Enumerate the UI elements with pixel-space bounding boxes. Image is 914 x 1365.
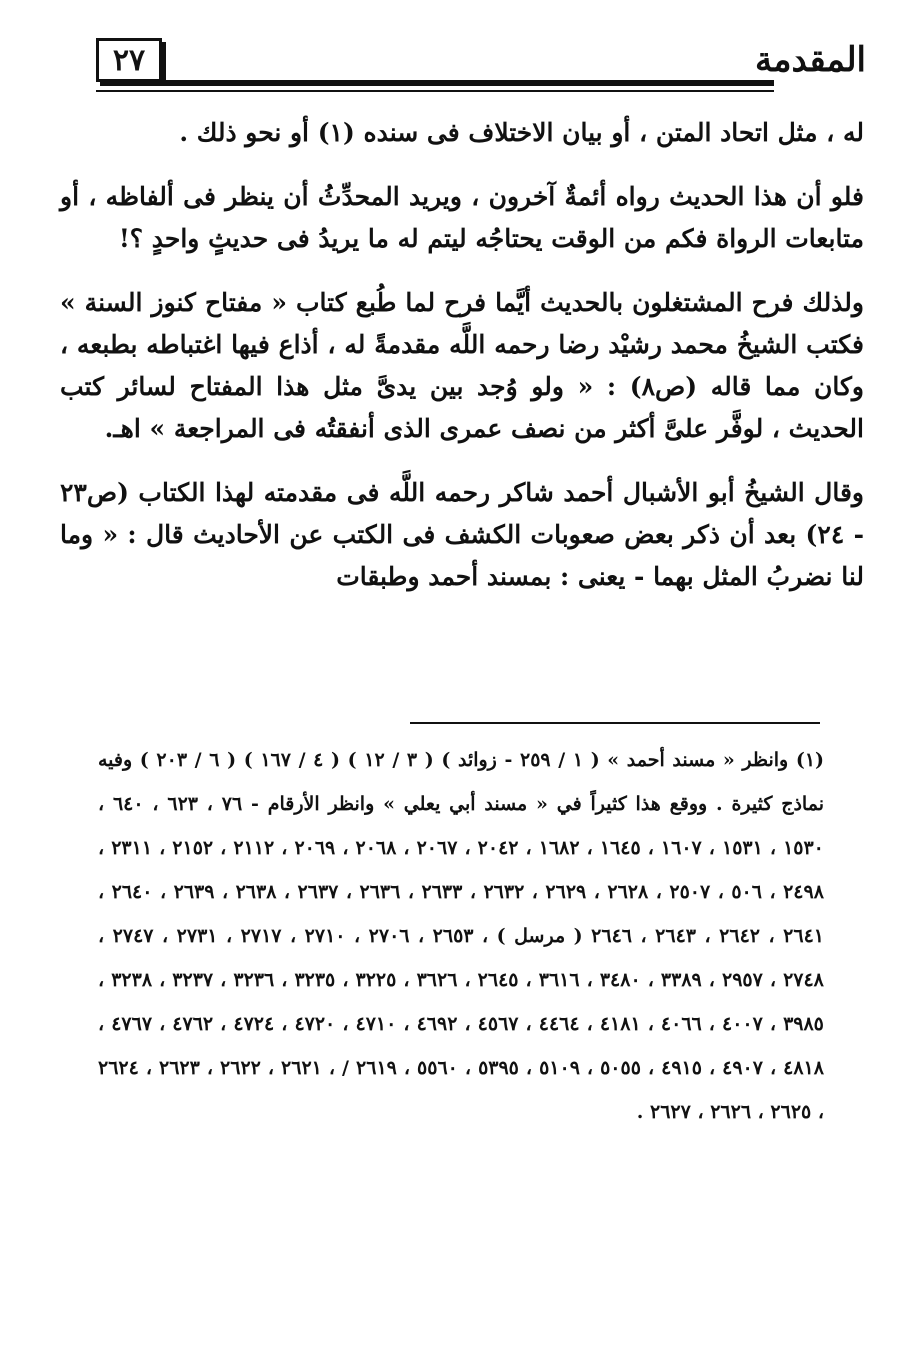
header-rule [162, 80, 774, 86]
header-rule-thin [96, 90, 774, 92]
main-text [60, 112, 864, 620]
paragraph: وقال الشيخُ أبو الأشبال أحمد شاكر رحمه اللَّه فى مقدمته لهذا الكتاب (ص٢٣ - ٢٤) بعد أن ذكر بعض صعوبات الكشف فى الكتب عن الأحاديث قال : « وما لنا نضربُ المثل بهما - يعنى : بمسند أحمد وطبقات [60, 478, 864, 591]
footnotes [98, 738, 824, 1134]
page-number: ٢٧ [96, 38, 162, 82]
paragraph: له ، مثل اتحاد المتن ، أو بيان الاختلاف فى سنده (١) أو نحو ذلك . [179, 118, 864, 147]
paragraph: فلو أن هذا الحديث رواه أئمةٌ آخرون ، ويريد المحدِّثُ أن ينظر فى ألفاظه ، أو متابعات الرواة فكم من الوقت يحتاجُه ليتم له ما يريدُ فى حديثٍ واحدٍ ؟! [60, 182, 864, 253]
footnote-separator [410, 722, 820, 724]
paragraph: ولذلك فرح المشتغلون بالحديث أيَّما فرح لما طُبع كتاب « مفتاح كنوز السنة » فكتب الشيخُ محمد رشيْد رضا رحمه اللَّه مقدمةً له ، أذاع فيها اغتباطه بطبعه ، وكان مما قاله (ص٨) : « ولو وُجد بين يدىَّ مثل هذا المفتاح لسائر كتب الحديث ، لوفَّر علىَّ أكثر من نصف عمرى الذى أنفقتُه فى المراجعة » اهـ. [60, 288, 864, 443]
footnote: (١) وانظر « مسند أحمد » ( ١ / ٢٥٩ - زوائد ) ( ٣ / ١٢ ) ( ٤ / ١٦٧ ) ( ٦ / ٢٠٣ ) وفيه نماذج كثيرة . ووقع هذا كثيراً في « مسند أبي يعلي » وانظر الأرقام - ٧٦ ، ٦٢٣ ، ٦٤٠ ، ١٥٣٠ ، ١٥٣١ ، ١٦٠٧ ، ١٦٤٥ ، ١٦٨٢ ، ٢٠٤٢ ، ٢٠٦٧ ، ٢٠٦٨ ، ٢٠٦٩ ، ٢١١٢ ، ٢١٥٢ ، ٢٣١١ ، ٢٤٩٨ ، ٥٠٦ ، ٢٥٠٧ ، ٢٦٢٨ ، ٢٦٢٩ ، ٢٦٣٢ ، ٢٦٣٣ ، ٢٦٣٦ ، ٢٦٣٧ ، ٢٦٣٨ ، ٢٦٣٩ ، ٢٦٤٠ ، ٢٦٤١ ، ٢٦٤٢ ، ٢٦٤٣ ، ٢٦٤٦ ( مرسل ) ، ٢٦٥٣ ، ٢٧٠٦ ، ٢٧١٠ ، ٢٧١٧ ، ٢٧٣١ ، ٢٧٤٧ ، ٢٧٤٨ ، ٢٩٥٧ ، ٣٣٨٩ ، ٣٤٨٠ ، ٣٦١٦ ، ٢٦٤٥ ، ٣٦٢٦ ، ٣٢٢٥ ، ٣٢٣٥ ، ٣٢٣٦ ، ٣٢٣٧ ، ٣٢٣٨ ، ٣٩٨٥ ، ٤٠٠٧ ، ٤٠٦٦ ، ٤١٨١ ، ٤٤٦٤ ، ٤٥٦٧ ، ٤٦٩٢ ، ٤٧١٠ ، ٤٧٢٠ ، ٤٧٢٤ ، ٤٧٦٢ ، ٤٧٦٧ ، ٤٨١٨ ، ٤٩٠٧ ، ٤٩١٥ ، ٥٠٥٥ ، ٥١٠٩ ، ٥٣٩٥ ، ٥٥٦٠ ، ٢٦١٩ / ، ٢٦٢١ ، ٢٦٢٢ ، ٢٦٢٣ ، ٢٦٢٤ ، ٢٦٢٥ ، ٢٦٢٦ ، ٢٦٢٧ . [98, 749, 825, 1123]
running-head: المقدمة [755, 40, 866, 80]
